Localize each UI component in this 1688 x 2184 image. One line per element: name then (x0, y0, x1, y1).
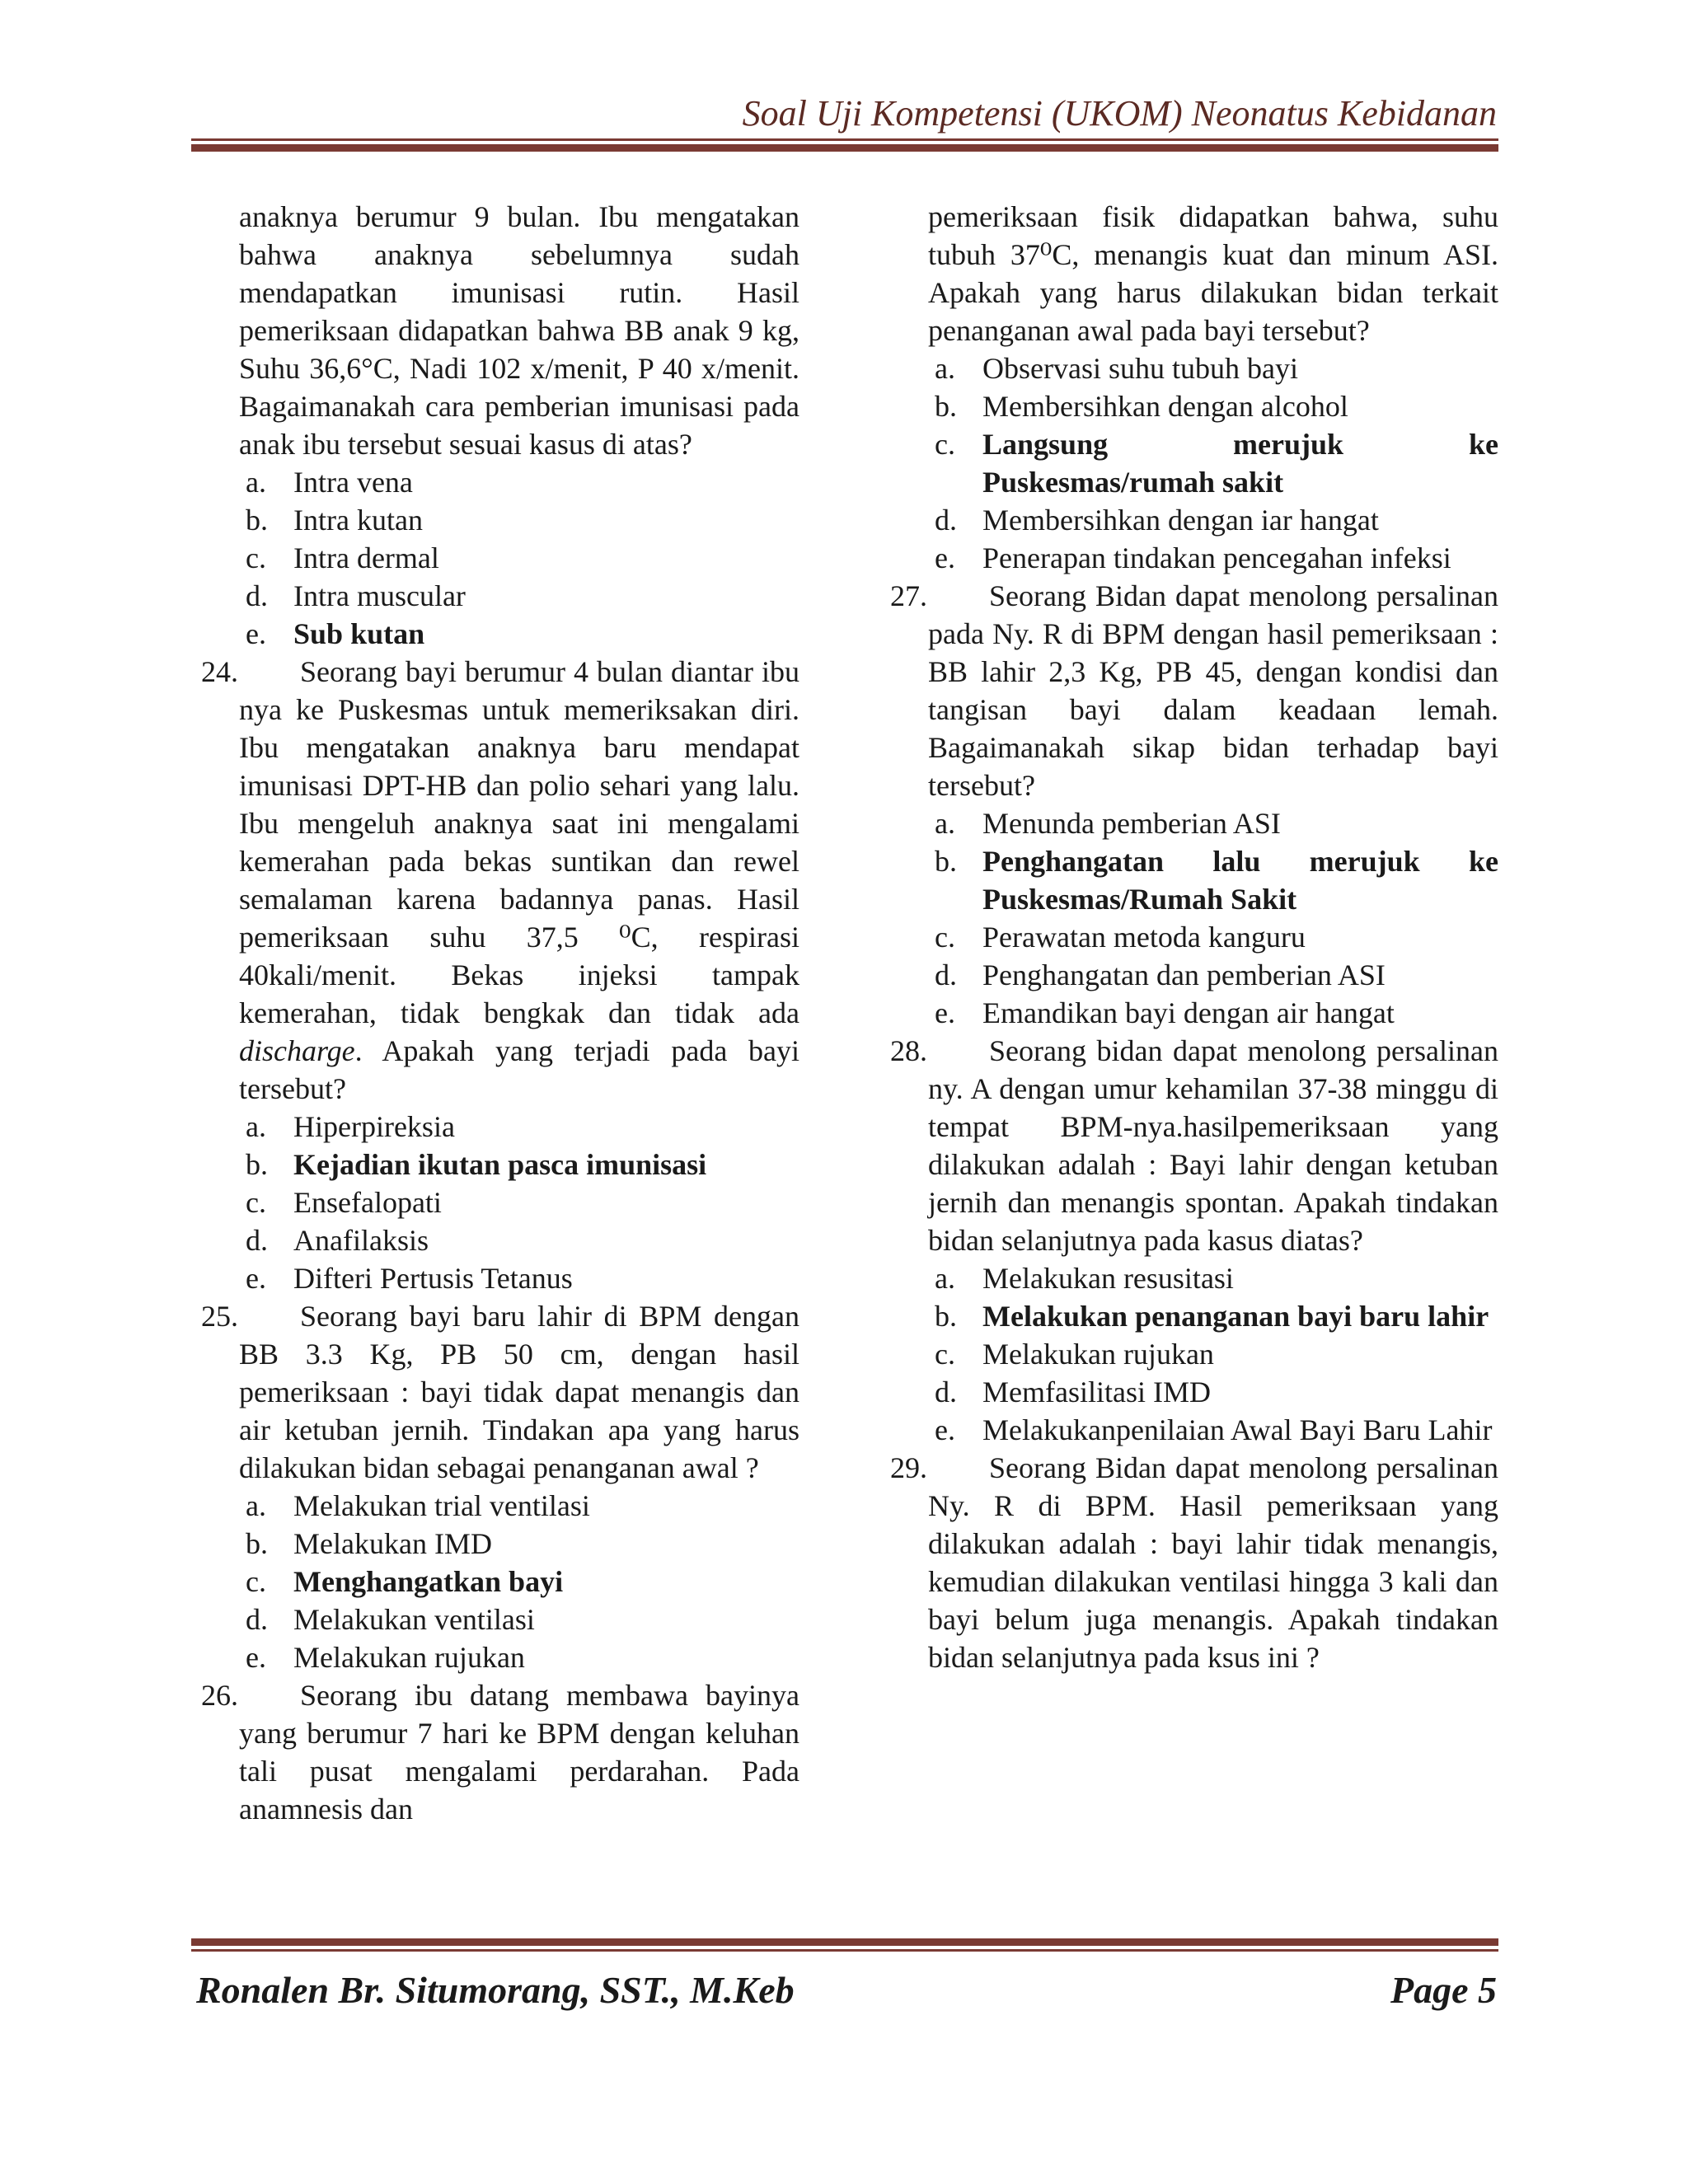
option-23a: a. Intra vena (246, 466, 413, 499)
footer-rule (191, 1938, 1498, 1952)
question-23-options (201, 463, 799, 653)
question-number: 29. (890, 1451, 927, 1484)
question-number: 25. (201, 1300, 238, 1333)
header-rule (191, 138, 1498, 152)
question-26-options (890, 349, 1498, 577)
question-24 (201, 653, 799, 1108)
question-28 (890, 1032, 1498, 1259)
question-number: 28. (890, 1034, 927, 1067)
footer-rule-thick (191, 1938, 1498, 1946)
question-text: Seorang bidan dapat menolong persalinan ny. A dengan umur kehamilan 37-38 minggu di tempat BPM-nya.hasilpemeriksaan yang dilakukan adalah : Bayi lahir dengan ketuban jernih dan menangis spontan. Apakah tindakan bidan selanjutnya pada kasus diatas? (928, 1034, 1498, 1257)
option-27c: c. Perawatan metoda kanguru (935, 921, 1306, 954)
footer-author: Ronalen Br. Situmorang, SST., M.Keb (196, 1969, 795, 2011)
header-rule-thin (191, 138, 1498, 141)
option-23e-answer: e. Sub kutan (246, 617, 425, 650)
option-28e: e. Melakukanpenilaian Awal Bayi Baru Lahir (935, 1413, 1493, 1446)
option-28c: c. Melakukan rujukan (935, 1338, 1214, 1371)
left-column (201, 198, 799, 1828)
header-title: Soal Uji Kompetensi (UKOM) Neonatus Kebidanan (742, 93, 1497, 134)
option-23d: d. Intra muscular (246, 579, 466, 612)
right-column (890, 198, 1498, 1676)
option-25d: d. Melakukan ventilasi (246, 1603, 535, 1636)
question-number: 26. (201, 1679, 238, 1712)
question-text: Seorang Bidan dapat menolong persalinan Ny. R di BPM. Hasil pemeriksaan yang dilakukan adalah : bayi lahir tidak menangis, kemudian dilakukan ventilasi hingga 3 kali dan bayi belum juga menangis. Apakah tindakan bidan selanjutnya pada ksus ini ? (928, 1451, 1498, 1674)
question-28-options (890, 1259, 1498, 1449)
option-28a: a. Melakukan resusitasi (935, 1262, 1234, 1295)
option-25b: b. Melakukan IMD (246, 1527, 492, 1560)
option-28d: d. Memfasilitasi IMD (935, 1376, 1211, 1408)
option-24b-answer: b. Kejadian ikutan pasca imunisasi (246, 1148, 707, 1181)
question-27 (890, 577, 1498, 804)
option-26e: e. Penerapan tindakan pencegahan infeksi (935, 541, 1451, 574)
option-27b-answer: b. Penghangatan lalu merujuk ke Puskesmas/Rumah Sakit (935, 845, 1498, 916)
option-26d: d. Membersihkan dengan iar hangat (935, 504, 1379, 537)
question-25-options (201, 1487, 799, 1676)
option-24d: d. Anafilaksis (246, 1224, 429, 1257)
option-27d: d. Penghangatan dan pemberian ASI (935, 958, 1386, 991)
question-text: Seorang bayi baru lahir di BPM dengan BB 3.3 Kg, PB 50 cm, dengan hasil pemeriksaan : bayi tidak dapat menangis dan air ketuban jernih. Tindakan apa yang harus dilakukan bidan sebagai penanganan awal ? (239, 1300, 799, 1484)
option-24e: e. Difteri Pertusis Tetanus (246, 1262, 573, 1295)
question-24-options (201, 1108, 799, 1297)
footer-rule-thin (191, 1949, 1498, 1952)
option-24c: c. Ensefalopati (246, 1186, 442, 1219)
option-26b: b. Membersihkan dengan alcohol (935, 390, 1348, 423)
question-text: Seorang bayi berumur 4 bulan diantar ibu nya ke Puskesmas untuk memeriksakan diri. Ibu mengatakan anaknya baru mendapat imunisasi DPT-HB dan polio sehari yang lalu. Ibu mengeluh anaknya saat ini mengalami kemerahan pada bekas suntikan dan rewel semalaman karena badannya panas. Hasil pemeriksaan suhu 37,5 ⁰C, respirasi 40kali/menit. Bekas injeksi tampak kemerahan, tidak bengkak dan tidak ada discharge. Apakah yang terjadi pada bayi tersebut? (239, 655, 799, 1105)
question-26-continuation: pemeriksaan fisik didapatkan bahwa, suhu tubuh 37⁰C, menangis kuat dan minum ASI. Apakah yang harus dilakukan bidan terkait penanganan awal pada bayi tersebut? (928, 200, 1498, 347)
option-25c-answer: c. Menghangatkan bayi (246, 1565, 564, 1598)
option-24a: a. Hiperpireksia (246, 1110, 455, 1143)
option-23b: b. Intra kutan (246, 504, 423, 537)
page-number: Page 5 (1390, 1969, 1497, 2011)
question-29 (890, 1449, 1498, 1676)
option-27a: a. Menunda pemberian ASI (935, 807, 1281, 840)
question-text: Seorang Bidan dapat menolong persalinan pada Ny. R di BPM dengan hasil pemeriksaan : BB lahir 2,3 Kg, PB 45, dengan kondisi dan tangisan bayi dalam keadaan lemah. Bagaimanakah sikap bidan terhadap bayi tersebut? (928, 579, 1498, 802)
question-25 (201, 1297, 799, 1487)
option-25a: a. Melakukan trial ventilasi (246, 1489, 590, 1522)
option-23c: c. Intra dermal (246, 541, 439, 574)
question-27-options (890, 804, 1498, 1032)
question-23-continuation: anaknya berumur 9 bulan. Ibu mengatakan bahwa anaknya sebelumnya sudah mendapatkan imunisasi rutin. Hasil pemeriksaan didapatkan bahwa BB anak 9 kg, Suhu 36,6°C, Nadi 102 x/menit, P 40 x/menit. Bagaimanakah cara pemberian imunisasi pada anak ibu tersebut sesuai kasus di atas? (239, 200, 799, 461)
question-text: Seorang ibu datang membawa bayinya yang berumur 7 hari ke BPM dengan keluhan tali pusat mengalami perdarahan. Pada anamnesis dan (239, 1679, 799, 1825)
question-number: 24. (201, 655, 238, 688)
option-28b-answer: b. Melakukan penanganan bayi baru lahir (935, 1300, 1489, 1333)
header-rule-thick (191, 144, 1498, 152)
question-26 (201, 1676, 799, 1828)
question-number: 27. (890, 579, 927, 612)
option-27e: e. Emandikan bayi dengan air hangat (935, 996, 1395, 1029)
option-26c-answer: c. Langsung merujuk ke Puskesmas/rumah sakit (935, 428, 1498, 499)
option-26a: a. Observasi suhu tubuh bayi (935, 352, 1298, 385)
option-25e: e. Melakukan rujukan (246, 1641, 525, 1674)
